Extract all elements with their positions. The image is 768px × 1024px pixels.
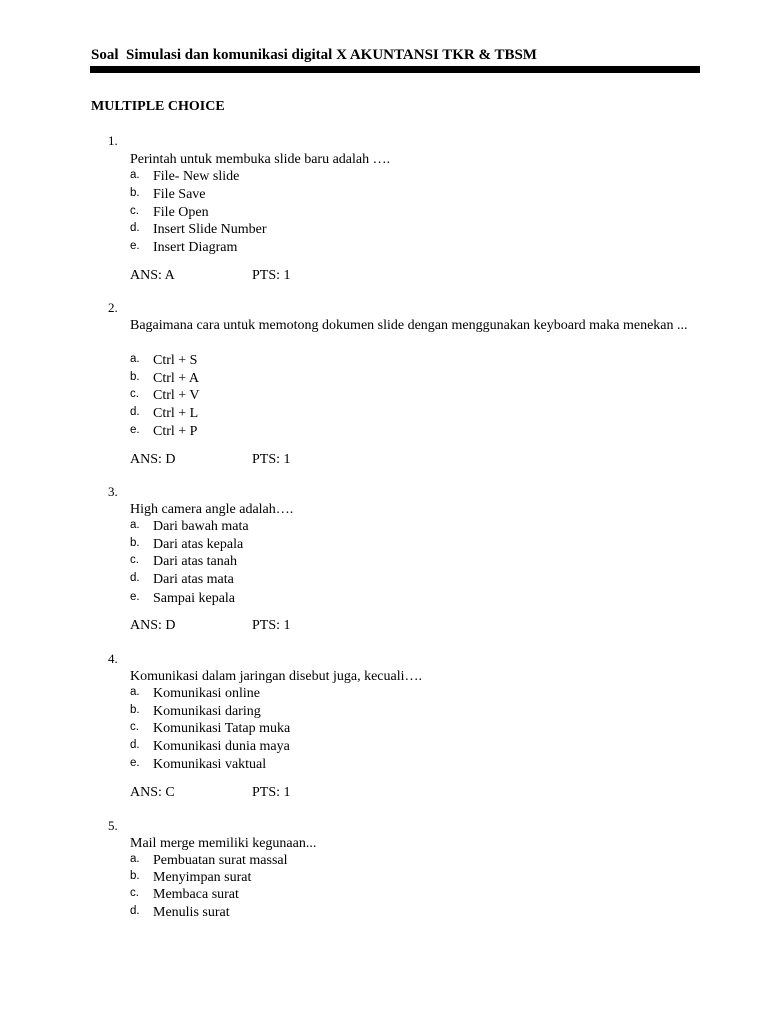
option-letter: d. — [130, 406, 140, 418]
option-letter: b. — [130, 704, 140, 716]
option-text: Komunikasi dunia maya — [153, 739, 290, 754]
option-letter: c. — [130, 205, 139, 217]
section-title: MULTIPLE CHOICE — [91, 99, 225, 114]
option-letter: b. — [130, 187, 140, 199]
option-letter: d. — [130, 572, 140, 584]
option-letter: b. — [130, 537, 140, 549]
answer-key: ANS: C — [130, 785, 175, 800]
option-letter: b. — [130, 870, 140, 882]
option-letter: a. — [130, 169, 140, 181]
option-letter: a. — [130, 519, 140, 531]
option-text: Komunikasi vaktual — [153, 757, 267, 772]
option-letter: a. — [130, 686, 140, 698]
answer-key: ANS: D — [130, 618, 176, 633]
option-text: Komunikasi daring — [153, 704, 261, 719]
option-letter: c. — [130, 887, 139, 899]
option-letter: a. — [130, 353, 140, 365]
answer-key: ANS: A — [130, 268, 175, 283]
option-text: Komunikasi online — [153, 686, 260, 701]
option-letter: c. — [130, 554, 139, 566]
option-text: Pembuatan surat massal — [153, 853, 288, 868]
option-text: Insert Slide Number — [153, 222, 267, 237]
option-text: Sampai kepala — [153, 591, 236, 606]
option-text: Membaca surat — [153, 887, 239, 902]
option-text: File Open — [153, 205, 209, 220]
option-text: Dari atas tanah — [153, 554, 237, 569]
option-text: Ctrl + P — [153, 424, 198, 439]
option-text: File Save — [153, 187, 206, 202]
option-text: Komunikasi Tatap muka — [153, 721, 291, 736]
question-text: Bagaimana cara untuk memotong dokumen slide dengan menggunakan keyboard maka menekan ... — [130, 318, 688, 333]
points: PTS: 1 — [252, 268, 291, 283]
points: PTS: 1 — [252, 452, 291, 467]
points: PTS: 1 — [252, 618, 291, 633]
question-text: High camera angle adalah…. — [130, 502, 294, 517]
page-header-title: Soal Simulasi dan komunikasi digital X AKUNTANSI TKR & TBSM — [91, 47, 537, 63]
option-text: Dari bawah mata — [153, 519, 249, 534]
option-letter: d. — [130, 222, 140, 234]
question-number: 2. — [108, 300, 118, 315]
question-number: 5. — [108, 818, 118, 833]
option-text: Insert Diagram — [153, 240, 238, 255]
option-text: Menulis surat — [153, 905, 230, 920]
points: PTS: 1 — [252, 785, 291, 800]
option-text: Ctrl + A — [153, 371, 200, 386]
option-letter: e. — [130, 757, 140, 769]
option-text: Dari atas kepala — [153, 537, 244, 552]
option-letter: c. — [130, 388, 139, 400]
question-number: 1. — [108, 133, 118, 148]
option-text: Ctrl + L — [153, 406, 199, 421]
option-text: Dari atas mata — [153, 572, 234, 587]
question-number: 4. — [108, 651, 118, 666]
option-text: Menyimpan surat — [153, 870, 252, 885]
option-letter: e. — [130, 424, 140, 436]
option-letter: c. — [130, 721, 139, 733]
option-letter: d. — [130, 739, 140, 751]
option-letter: e. — [130, 591, 140, 603]
header-rule — [90, 66, 700, 73]
option-letter: a. — [130, 853, 140, 865]
question-text: Komunikasi dalam jaringan disebut juga, kecuali…. — [130, 669, 422, 684]
option-text: Ctrl + S — [153, 353, 198, 368]
option-text: Ctrl + V — [153, 388, 200, 403]
answer-key: ANS: D — [130, 452, 176, 467]
option-text: File- New slide — [153, 169, 240, 184]
question-number: 3. — [108, 484, 118, 499]
option-letter: d. — [130, 905, 140, 917]
question-text: Perintah untuk membuka slide baru adalah …. — [130, 152, 391, 167]
option-letter: e. — [130, 240, 140, 252]
option-letter: b. — [130, 371, 140, 383]
question-text: Mail merge memiliki kegunaan... — [130, 836, 317, 851]
